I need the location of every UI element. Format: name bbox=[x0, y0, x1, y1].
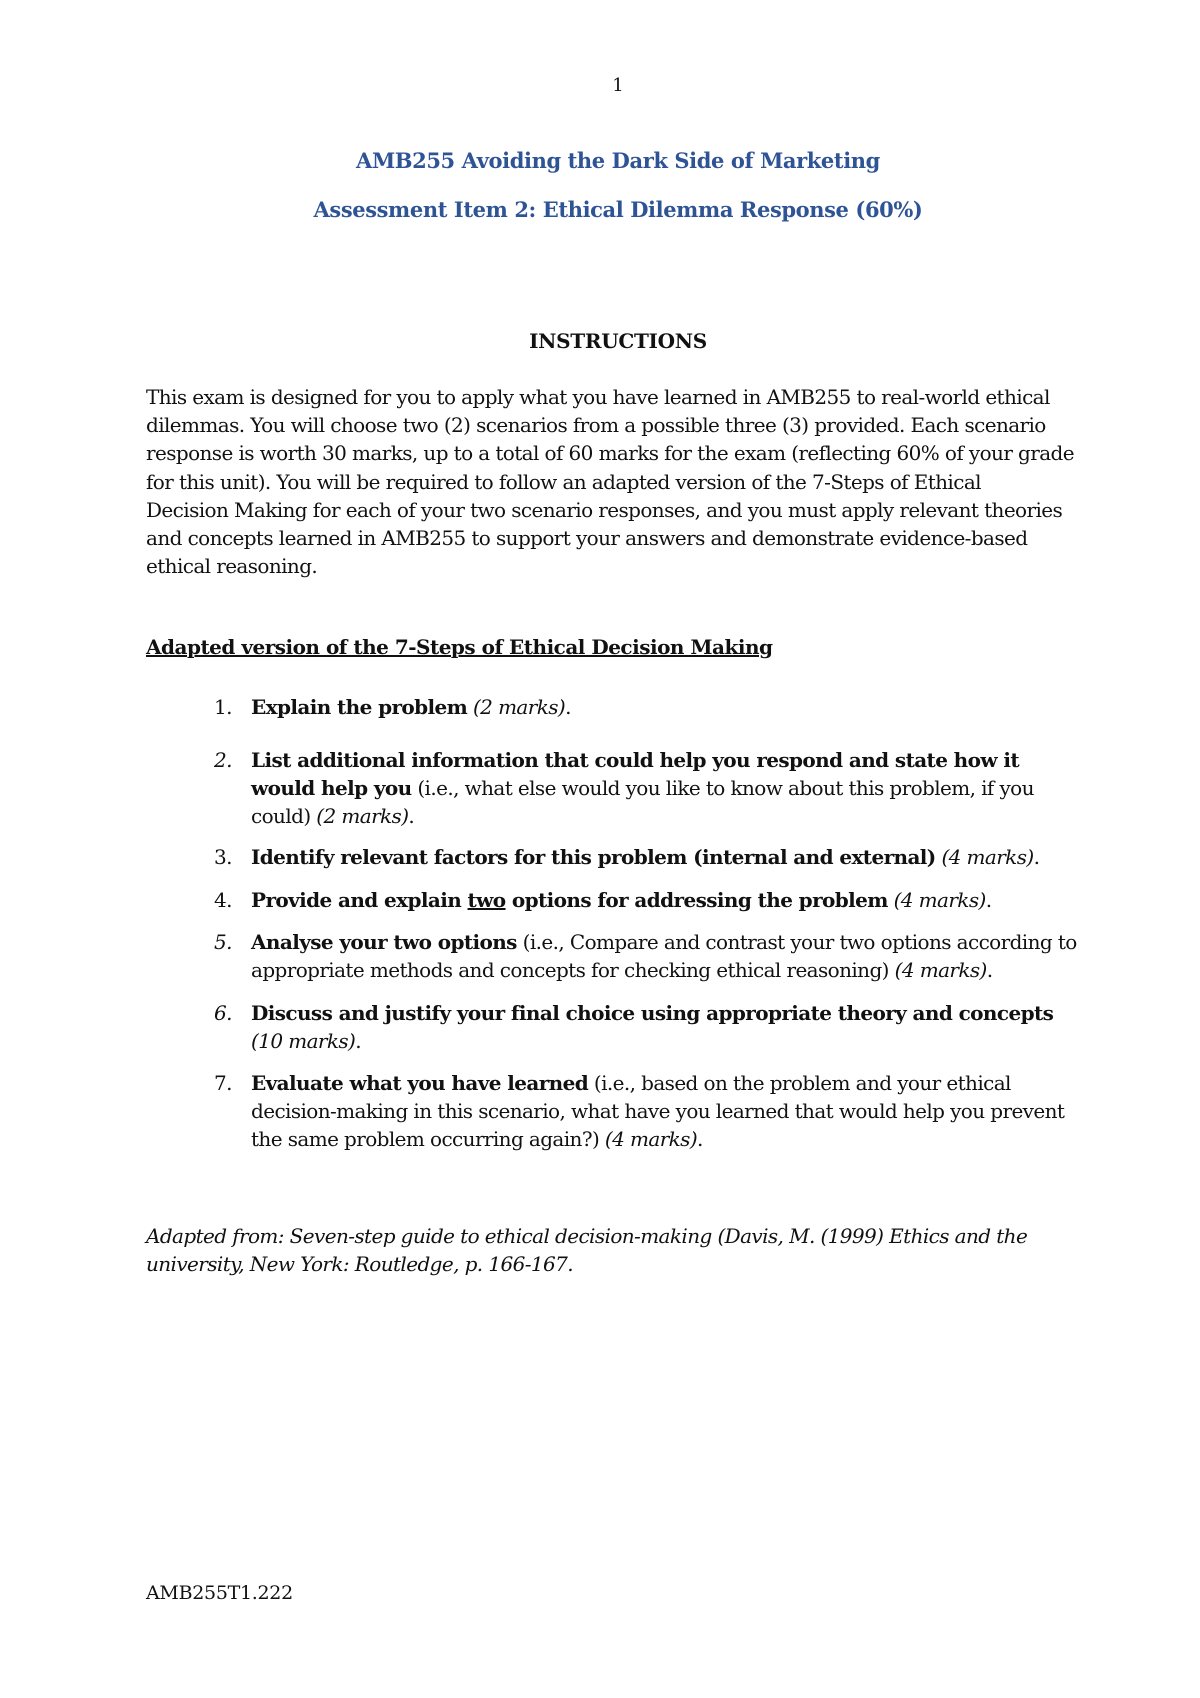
assessment-title: Assessment Item 2: Ethical Dilemma Response (60%) bbox=[313, 197, 923, 222]
intro-line: and concepts learned in AMB255 to support your answers and demonstrate evidence-based bbox=[146, 526, 1028, 551]
step-marks: (10 marks) bbox=[251, 1029, 356, 1054]
step-end: . bbox=[1033, 845, 1040, 869]
step-marks: (4 marks) bbox=[893, 888, 986, 912]
step-number: 4. bbox=[214, 888, 232, 912]
step-text bbox=[251, 746, 1081, 831]
citation-line: university, New York: Routledge, p. 166-167. bbox=[146, 1252, 573, 1277]
step-number: 2. bbox=[214, 748, 232, 772]
step-marks: (4 marks) bbox=[894, 958, 987, 983]
intro-line: This exam is designed for you to apply what you have learned in AMB255 to real-world ethical bbox=[146, 385, 1050, 409]
citation-line: Adapted from: Seven-step guide to ethical decision-making (Davis, M. (1999) Ethics and the bbox=[146, 1224, 1028, 1248]
step-number: 3. bbox=[214, 845, 232, 869]
step-title: Explain the problem bbox=[251, 695, 468, 719]
step-title: Identify relevant factors for this problem (internal and external) bbox=[251, 845, 936, 869]
step-title: options for addressing the problem bbox=[505, 888, 888, 912]
step-detail: (i.e., Compare and contrast your two options according to appropriate methods and concepts for checking ethical reasoning) bbox=[251, 930, 1077, 983]
document-code: AMB255T1.222 bbox=[146, 1582, 293, 1604]
step-marks: (2 marks) bbox=[472, 695, 566, 719]
step-end: . bbox=[355, 1029, 362, 1054]
step-number: 1. bbox=[214, 695, 232, 719]
step-text bbox=[251, 843, 1081, 871]
step-title: Evaluate what you have learned bbox=[251, 1071, 589, 1095]
intro-paragraph bbox=[146, 383, 1106, 580]
page-number: 1 bbox=[612, 75, 624, 96]
step-title: Analyse your two options bbox=[251, 930, 517, 954]
step-detail: (i.e., what else would you like to know about this problem, if you could) bbox=[251, 776, 1034, 829]
instructions-heading: INSTRUCTIONS bbox=[529, 329, 707, 353]
step-end: . bbox=[565, 695, 571, 719]
step-marks: (4 marks) bbox=[941, 845, 1034, 869]
intro-line: Decision Making for each of your two scenario responses, and you must apply relevant theories bbox=[146, 497, 1063, 522]
intro-line: ethical reasoning. bbox=[146, 554, 318, 579]
step-text bbox=[251, 928, 1081, 984]
step-number: 7. bbox=[214, 1071, 232, 1095]
intro-line: dilemmas. You will choose two (2) scenarios from a possible three (3) provided. Each scenario bbox=[146, 413, 1046, 438]
step-text bbox=[251, 999, 1081, 1055]
step-number: 6. bbox=[214, 1001, 232, 1025]
step-text bbox=[251, 693, 1081, 721]
step-end: . bbox=[985, 888, 992, 912]
steps-heading: Adapted version of the 7-Steps of Ethical Decision Making bbox=[146, 635, 773, 659]
intro-line: for this unit). You will be required to follow an adapted version of the 7-Steps of Ethical bbox=[146, 469, 981, 494]
step-marks: (2 marks) bbox=[316, 804, 409, 829]
step-detail: (i.e., based on the problem and your ethical decision-making in this scenario, what have you learned that would help you prevent the same problem occurring again?) bbox=[251, 1071, 1065, 1152]
step-number: 5. bbox=[214, 930, 232, 954]
step-title-emphasis: two bbox=[467, 888, 506, 912]
step-title: Provide and explain bbox=[251, 888, 468, 912]
step-text bbox=[251, 886, 1081, 914]
course-title: AMB255 Avoiding the Dark Side of Marketing bbox=[356, 148, 880, 173]
step-title: List additional information that could help you respond and state how it would help you bbox=[251, 748, 1019, 801]
intro-line: response is worth 30 marks, up to a total of 60 marks for the exam (reflecting 60% of your grade bbox=[146, 441, 1074, 466]
citation bbox=[146, 1222, 1106, 1278]
step-end: . bbox=[408, 804, 415, 829]
step-end: . bbox=[697, 1127, 703, 1152]
step-marks: (4 marks) bbox=[604, 1127, 698, 1152]
step-text bbox=[251, 1069, 1081, 1154]
step-title: Discuss and justify your final choice using appropriate theory and concepts bbox=[251, 1001, 1054, 1025]
step-end: . bbox=[986, 958, 993, 983]
